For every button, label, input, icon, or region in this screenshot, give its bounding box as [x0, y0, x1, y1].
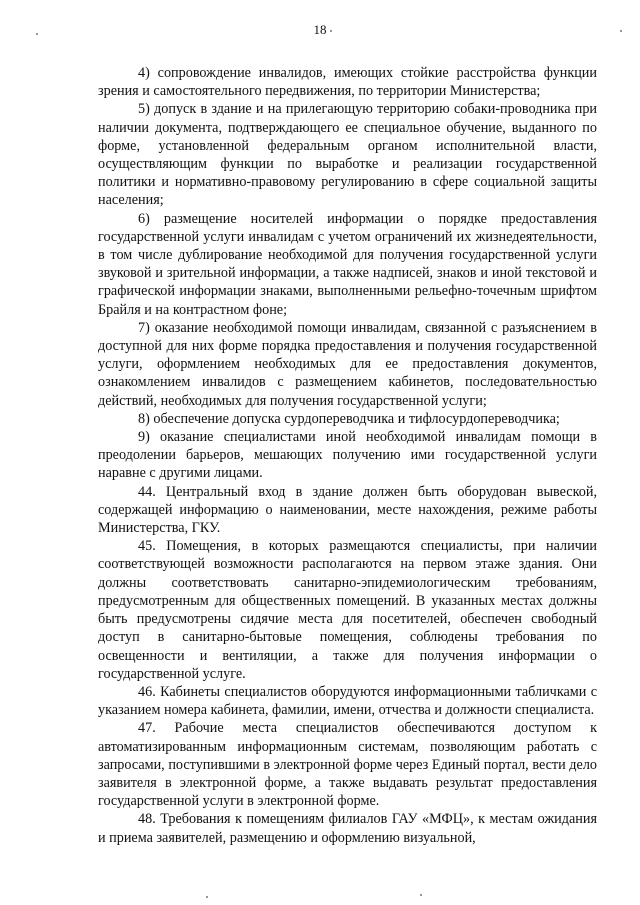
paragraph-46-cabinets: 46. Кабинеты специалистов оборудуются информационными табличками с указанием номера кабинета, фамилии, имени, отчества и должности специалиста.: [98, 683, 597, 719]
scan-speck: [620, 30, 622, 32]
scan-speck: [330, 30, 332, 32]
paragraph-44-entrance: 44. Центральный вход в здание должен быть оборудован вывеской, содержащей информацию о наименовании, месте нахождения, режиме работы Министерства, ГКУ.: [98, 483, 597, 537]
scan-speck: [420, 894, 422, 896]
paragraph-47-workplaces: 47. Рабочие места специалистов обеспечиваются доступом к автоматизированным информационным системам, позволяющим работать с запросами, поступившими в электронной форме через Единый портал, вести дело заявителя в электронной форме, а также выдавать результат предоставления государственной услуги в электронной форме.: [98, 720, 597, 810]
document-body: [98, 64, 597, 847]
paragraph-48-mfc-requirements: 48. Требования к помещениям филиалов ГАУ «МФЦ», к местам ожидания и приема заявителей, размещению и оформлению визуальной,: [98, 811, 597, 846]
paragraph-7-assistance: 7) оказание необходимой помощи инвалидам, связанной с разъяснением в доступной для них форме порядка предоставления и получения государственной услуги, оформлением необходимых для ее предоставления документов, ознакомлением инвалидов с размещением кабинетов, последовательностью действий, необходимых для получения государственной услуги;: [98, 319, 597, 409]
paragraph-5-guide-dog: 5) допуск в здание и на прилегающую территорию собаки-проводника при наличии документа, подтверждающего ее специальное обучение, выданного по форме, установленной федеральным органом исполнительной власти, осуществляющим функции по выработке и реализации государственной политики и нормативно-правовому регулированию в сфере социальной защиты населения;: [98, 101, 597, 209]
page-number: 18: [313, 22, 327, 37]
scan-speck: [206, 896, 208, 898]
paragraph-9-barriers: 9) оказание специалистами иной необходимой инвалидам помощи в преодолении барьеров, мешающих получению ими государственной услуги наравне с другими лицами.: [98, 429, 597, 482]
paragraph-8-sign-interpreter: 8) обеспечение допуска сурдопереводчика и тифлосурдопереводчика;: [138, 410, 560, 427]
paragraph-4-escort: 4) сопровождение инвалидов, имеющих стойкие расстройства функции зрения и самостоятельного передвижения, по территории Министерства;: [98, 65, 597, 100]
paragraph-45-premises: 45. Помещения, в которых размещаются специалисты, при наличии соответствующей возможности располагаются на первом этаже здания. Они должны соответствовать санитарно-эпидемиологическим требованиям, предусмотренным для общественных помещений. В указанных местах должны быть предусмотрены сидячие места для посетителей, обеспечен свободный доступ в санитарно-бытовые помещения, соблюдены требования по освещенности и вентиляции, а также для получения информации о государственной услуге.: [98, 538, 597, 682]
scan-speck: [36, 33, 38, 35]
paragraph-6-information-carriers: 6) размещение носителей информации о порядке предоставления государственной услуги инвалидам с учетом ограничений их жизнедеятельности, в том числе дублирование необходимой для получения государственной услуги звуковой и зрительной информации, а также надписей, знаков и иной текстовой и графической информации знаками, выполненными рельефно-точечным шрифтом Брайля и на контрастном фоне;: [98, 210, 597, 318]
